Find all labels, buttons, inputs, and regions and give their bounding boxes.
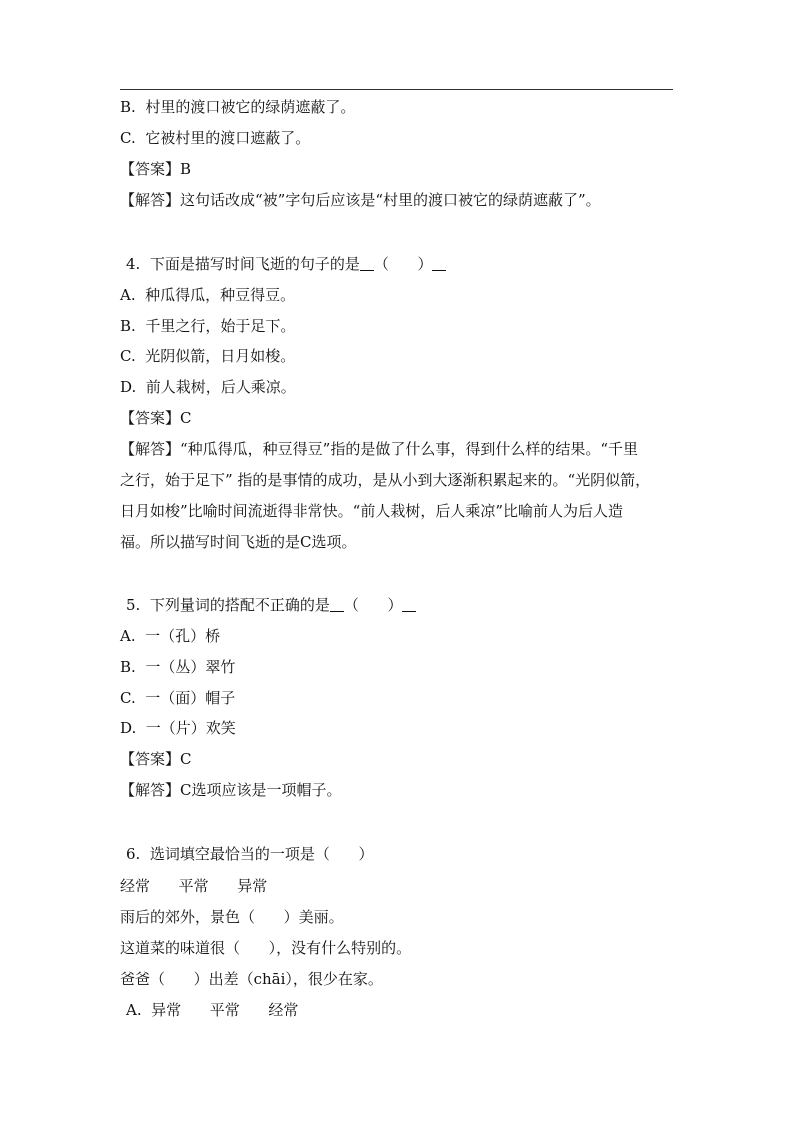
- q4-paren: （ ）: [373, 255, 433, 273]
- q4-blank-before: [360, 256, 374, 271]
- q5-answer: 【答案】C: [120, 750, 192, 768]
- q4-option-d: D. 前人栽树，后人乘凉。: [120, 378, 296, 396]
- q4-explanation-line-1: 【解答】“种瓜得瓜，种豆得豆”指的是做了什么事，得到什么样的结果。“千里: [120, 440, 639, 458]
- q5-stem-text: 5. 下列量词的搭配不正确的是: [126, 596, 330, 614]
- q3-answer: 【答案】B: [120, 160, 192, 178]
- q4-answer: 【答案】C: [120, 409, 192, 427]
- q6-sentence-2: 这道菜的味道很（ ），没有什么特别的。: [120, 939, 412, 957]
- q4-stem-text: 4. 下面是描写时间飞逝的句子的是: [126, 255, 360, 273]
- q5-option-c: C. 一（面）帽子: [120, 689, 236, 707]
- q3-explanation: 【解答】这句话改成“被”字句后应该是“村里的渡口被它的绿荫遮蔽了”。: [120, 191, 601, 209]
- q5-option-b: B. 一（丛）翠竹: [120, 658, 236, 676]
- q5-blank-before: [330, 597, 344, 612]
- q6-stem: 6. 选词填空最恰当的一项是（ ）: [126, 845, 374, 863]
- q5-stem: [126, 595, 416, 615]
- q4-explanation-line-4: 福。所以描写时间飞逝的是C选项。: [120, 533, 357, 551]
- q3-option-c: C. 它被村里的渡口遮蔽了。: [120, 129, 311, 147]
- q4-option-c: C. 光阴似箭，日月如梭。: [120, 347, 296, 365]
- q4-option-b: B. 千里之行，始于足下。: [120, 317, 296, 335]
- q4-explanation-line-3: 日月如梭”比喻时间流逝得非常快。“前人栽树，后人乘凉”比喻前人为后人造: [120, 502, 624, 520]
- q6-sentence-1: 雨后的郊外，景色（ ）美丽。: [120, 908, 344, 926]
- q4-blank-after: [432, 256, 446, 271]
- q4-explanation-line-2: 之行，始于足下” 指的是事情的成功，是从小到大逐渐积累起来的。“光阴似箭，: [120, 471, 651, 489]
- q6-sentence-3: 爸爸（ ）出差（chāi），很少在家。: [120, 970, 383, 988]
- q3-option-b: B. 村里的渡口被它的绿荫遮蔽了。: [120, 98, 356, 116]
- q5-explanation: 【解答】C选项应该是一项帽子。: [120, 781, 342, 799]
- q6-word-list: 经常 平常 异常: [120, 877, 268, 895]
- header-rule: [120, 89, 673, 90]
- q4-option-a: A. 种瓜得瓜，种豆得豆。: [120, 286, 296, 304]
- q5-option-d: D. 一（片）欢笑: [120, 719, 236, 737]
- q5-paren: （ ）: [343, 596, 403, 614]
- q6-option-a: A. 异常 平常 经常: [126, 1001, 299, 1019]
- q5-blank-after: [402, 597, 416, 612]
- q5-option-a: A. 一（孔）桥: [120, 627, 221, 645]
- q4-stem: [126, 254, 446, 274]
